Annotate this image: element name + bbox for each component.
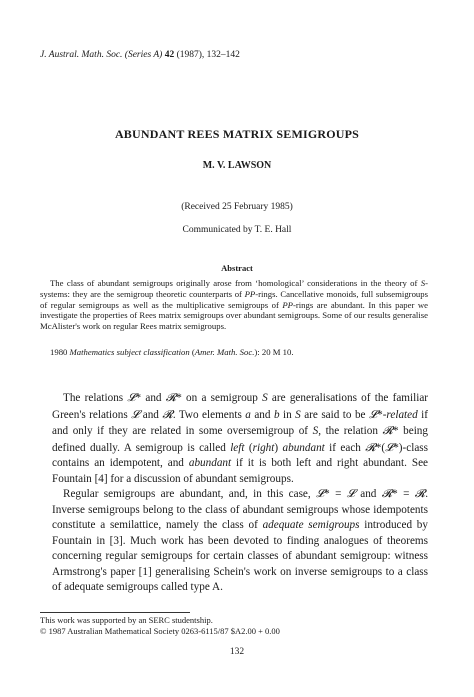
received-date: (Received 25 February 1985) <box>181 202 293 212</box>
body-paragraph-2: Regular semigroups are abundant, and, in this case, 𝓛* = 𝓛 and 𝓡* = 𝓡. Inverse semigroups belong to the class of abundant semigroups whose idempotents constitute a semilattice, namely the class of adequate semigroups introduced by Fountain in [3]. Much work has been devoted to finding analogues of theorems concerning regular semigroups for certain classes of abundant semigroup: witness Armstrong's paper [1] generalising Schein's work on inverse semigroups to a class of adequate semigroups called type A. <box>52 487 428 593</box>
journal-volume: 42 <box>164 50 175 60</box>
body-paragraph-1: The relations 𝓛* and 𝓡* on a semigroup S are generalisations of the familiar Green's relations 𝓛 and 𝓡. Two elements a and b in S are said to be 𝓛*-related if and only if they are related in some oversemigroup of S, the relation 𝓡* being defined dually. A semigroup is called left (right) abundant if each 𝓡*(𝓛*)-class contains an idempotent, and abundant if it is both left and right abundant. See Fountain [4] for a discussion of abundant semigroups. <box>52 391 429 485</box>
journal-reference <box>40 50 240 60</box>
subject-classification: 1980 Mathematics subject classification (Amer. Math. Soc.): 20 M 10. <box>50 347 294 357</box>
journal-series: (Series A) <box>124 50 163 60</box>
abstract-body: The class of abundant semigroups originally arose from ‘homological’ considerations in the theory of S-systems: they are the semigroup theoretic counterparts of PP-rings. Cancellative monoids, full subsemigroups of regular semigroups as well as the multiplicative semigroups of PP-rings are abundant. In this paper we investigate the properties of Rees matrix semigroups over abundant semigroups. Some of our results generalise McAlister's work on regular Rees matrix semigroups. <box>40 278 429 332</box>
footnote-funding: This work was supported by an SERC studentship. <box>40 615 213 625</box>
page-number: 132 <box>229 647 245 657</box>
abstract-heading: Abstract <box>221 263 253 273</box>
journal-year-pages: (1987), 132–142 <box>176 50 240 60</box>
footnote-copyright: © 1987 Australian Mathematical Society 0263-6115/87 $A2.00 + 0.00 <box>40 626 280 636</box>
journal-name: J. Austral. Math. Soc. <box>40 50 123 60</box>
communicated-by: Communicated by T. E. Hall <box>182 225 292 235</box>
footnotes <box>40 615 280 637</box>
footnote-divider <box>40 612 190 613</box>
paper-title: ABUNDANT REES MATRIX SEMIGROUPS <box>114 127 360 141</box>
paper-author: M. V. LAWSON <box>202 160 272 171</box>
